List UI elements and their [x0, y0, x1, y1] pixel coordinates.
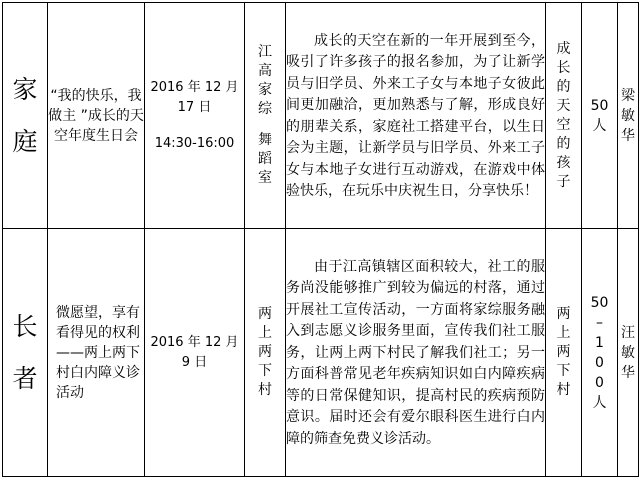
table-row: [3, 229, 639, 477]
activity-time: 14:30-16:00: [154, 135, 235, 151]
person-cell: 梁 敏 华: [618, 3, 639, 229]
count-cell: 50 人: [582, 3, 618, 229]
activity-name-cell: “我的快乐，我做主 ”成长的天空年度生日会: [48, 3, 145, 229]
venue-cell: 两 上 两 下 村: [245, 229, 286, 477]
target-cell: 成 长 的 天 空 的 孩 子: [546, 3, 582, 229]
description-cell: [286, 229, 546, 477]
activity-name-cell: 微愿望，享有看得见的权利——两上两下村白内障义诊活动: [48, 229, 145, 477]
activity-date: 2016 年 12 月 17 日: [150, 79, 239, 115]
date-cell: [145, 229, 245, 477]
date-cell: [145, 3, 245, 229]
description-text: 由于江高镇辖区面积较大，社工的服务尚没能够推广到较为偏远的村落，通过开展社工宣传活动，一方面将家综服务融入到志愿义诊服务里面，宣传我们社工服务，让两上两下村民了解我们社工；另一方面科普常见老年疾病知识如白内障疾病等的日常保健知识，提高村民的疾病预防意识。届时还会有爱尔眼科医生进行白内障的筛查免费义诊活动。: [286, 258, 545, 447]
activity-date: 2016 年 12 月 9 日: [150, 334, 239, 370]
person-cell: 汪 敏 华: [618, 229, 639, 477]
count-cell: 50 – 1 0 0 人: [582, 229, 618, 477]
category-cell: 家 庭: [3, 3, 48, 229]
target-cell: 两 上 两 下 村: [546, 229, 582, 477]
description-text: 成长的天空在新的一年开展到至今，吸引了许多孩子的报名参加，为了让新学员与旧学员、外来工子女与本地子女彼此间更加融洽，更加熟悉与了解，形成良好的朋辈关系，家庭社工搭建平台，以生日会为主题，让新学员与旧学员、外来工子女与本地子女进行互动游戏，在游戏中体验快乐，在玩乐中庆祝生日，分享快乐！: [286, 32, 545, 199]
activity-table: [2, 2, 639, 477]
description-cell: [286, 3, 546, 229]
venue-cell: 江 高 家 综 舞 蹈 室: [245, 3, 286, 229]
category-cell: 长 者: [3, 229, 48, 477]
table-row: [3, 3, 639, 229]
